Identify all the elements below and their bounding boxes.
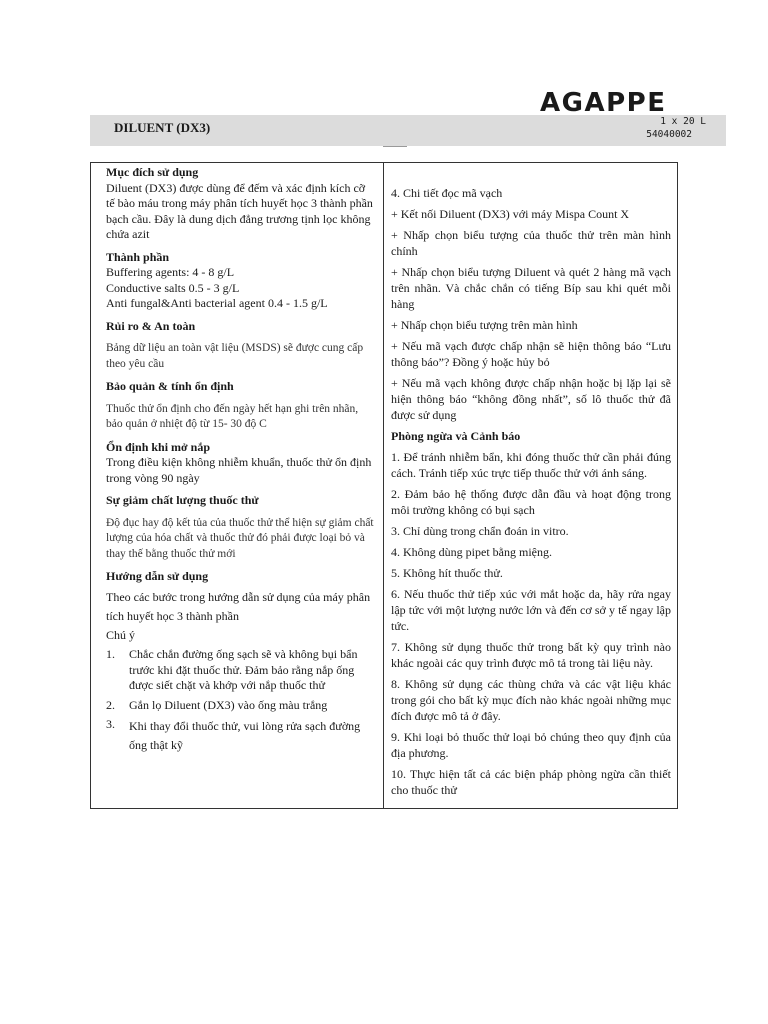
section-heading: Ổn định khi mở nắp (106, 439, 211, 454)
section-heading: Thành phần (106, 249, 170, 264)
warning-item: 1. Để tránh nhiễm bẩn, khi đóng thuốc thử cần phải đúng cách. Tránh tiếp xúc trực tiếp thuốc thử với ánh sáng. (391, 450, 671, 480)
brand-logo (540, 88, 726, 114)
risk-text: Bảng dữ liệu an toàn vật liệu (MSDS) sẽ được cung cấp theo yêu cầu (106, 342, 364, 370)
svg-text:AGAPPE: AGAPPE (540, 88, 667, 114)
warning-item: 8. Không sử dụng các thùng chứa và các vật liệu khác trong gói cho bất kỳ mục đích nào khác ngoài những mục đích được mô tả ở đây. (391, 677, 671, 723)
composition-item: Buffering agents: 4 - 8 g/L (106, 265, 235, 279)
barcode-item: 4. Chi tiết đọc mã vạch (391, 186, 503, 200)
step-number: 1. (106, 647, 115, 661)
warning-item: 3. Chỉ dùng trong chẩn đoán in vitro. (391, 524, 569, 538)
product-title: DILUENT (DX3) (114, 120, 211, 135)
step-number: 3. (106, 717, 115, 731)
barcode-item: + Kết nối Diluent (DX3) với máy Mispa Count X (391, 207, 630, 221)
purpose-text: Diluent (DX3) được dùng để đếm và xác định kích cỡ tế bào máu trong máy phân tích huyết học 3 thành phần bạch cầu. Đây là dung dịch đẳng trương tịnh lọc không chứa azit (106, 180, 373, 241)
warning-item: 6. Nếu thuốc thử tiếp xúc với mắt hoặc da, hãy rửa ngay lập tức với một lượng nước lớn và đến cơ sở y tế ngay lập tức. (391, 587, 671, 633)
steps-list (106, 647, 376, 755)
section-heading: Sự giảm chất lượng thuốc thử (106, 493, 259, 507)
section-heading: Mục đích sử dụng (106, 165, 199, 179)
list-item (106, 698, 376, 714)
section-heading: Hướng dẫn sử dụng (106, 569, 209, 583)
section-heading: Rủi ro & An toàn (106, 318, 196, 333)
pack-size: 1 x 20 L (660, 116, 706, 127)
warning-item: 4. Không dùng pipet bằng miệng. (391, 545, 552, 559)
storage-text: Thuốc thử ổn định cho đến ngày hết hạn ghi trên nhãn, bảo quản ở nhiệt độ từ 15- 30 độ C (106, 402, 359, 430)
barcode-item: + Nhấp chọn biểu tượng Diluent và quét 2 hàng mã vạch trên nhãn. Và chắc chắn có tiếng Bíp sau khi quét mỗi hàng (391, 265, 671, 311)
list-item (106, 647, 376, 694)
step-number: 2. (106, 697, 115, 712)
barcode-item: + Nhấp chọn biểu tượng của thuốc thử trên màn hình chính (391, 228, 671, 258)
product-code: 54040002 (646, 129, 692, 140)
composition-item: Conductive salts 0.5 - 3 g/L (106, 280, 240, 295)
agappe-logo-icon (540, 88, 726, 114)
guide-text: Theo các bước trong hướng dẫn sử dụng của máy phân tích huyết học 3 thành phần (106, 589, 371, 623)
note-label: Chú ý (106, 627, 136, 642)
step-text: Gắn lọ Diluent (DX3) vào ống màu trắng (129, 697, 328, 712)
barcode-item: + Nhấp chọn biểu tượng trên màn hình (391, 318, 578, 332)
warning-item: 9. Khi loại bỏ thuốc thử loại bỏ chúng theo quy định của địa phương. (391, 730, 671, 760)
open-text: Trong điều kiện không nhiễm khuẩn, thuốc thử ổn định trong vòng 90 ngày (106, 455, 372, 485)
section-heading: Phòng ngừa và Cảnh báo (391, 429, 521, 443)
list-item (106, 717, 376, 755)
degrade-text: Độ đục hay độ kết tủa của thuốc thử thể hiện sự giảm chất lượng của hóa chất và thuốc thử đó phải được loại bỏ và thay thế bằng thuốc thử mới (106, 516, 374, 560)
barcode-item: + Nếu mã vạch được chấp nhận sẽ hiện thông báo “Lưu thông báo”? Đồng ý hoặc hủy bỏ (391, 339, 671, 369)
composition-item: Anti fungal&Anti bacterial agent 0.4 - 1.5 g/L (106, 296, 328, 310)
section-heading: Bảo quản & tính ổn định (106, 379, 234, 393)
divider (383, 146, 407, 147)
barcode-item: + Nếu mã vạch không được chấp nhận hoặc bị lặp lại sẽ hiện thông báo “không đồng nhất”, số lô thuốc thử đã được sử dụng (391, 376, 671, 422)
column-divider (383, 162, 384, 809)
left-column (106, 165, 376, 759)
warning-item: 2. Đảm bảo hệ thống được dẫn đầu và hoạt động trong môi trường không có bụi sạch (391, 487, 671, 517)
warning-item: 7. Không sử dụng thuốc thử trong bất kỳ quy trình nào khác ngoài các quy trình được mô tả trong tài liệu này. (391, 640, 671, 670)
step-text: Chắc chắn đường ống sạch sẽ và không bụi bẩn trước khi đặt thuốc thử. Đảm bảo rằng nắp ống được siết chặt và khớp với nắp thuốc thử (129, 647, 358, 692)
right-column (391, 185, 671, 803)
warning-item: 5. Không hít thuốc thử. (391, 566, 503, 580)
warning-item: 10. Thực hiện tất cả các biện pháp phòng ngừa cần thiết cho thuốc thử (391, 767, 671, 797)
step-text: Khi thay đổi thuốc thử, vui lòng rửa sạch đường ống thật kỹ (129, 719, 361, 752)
